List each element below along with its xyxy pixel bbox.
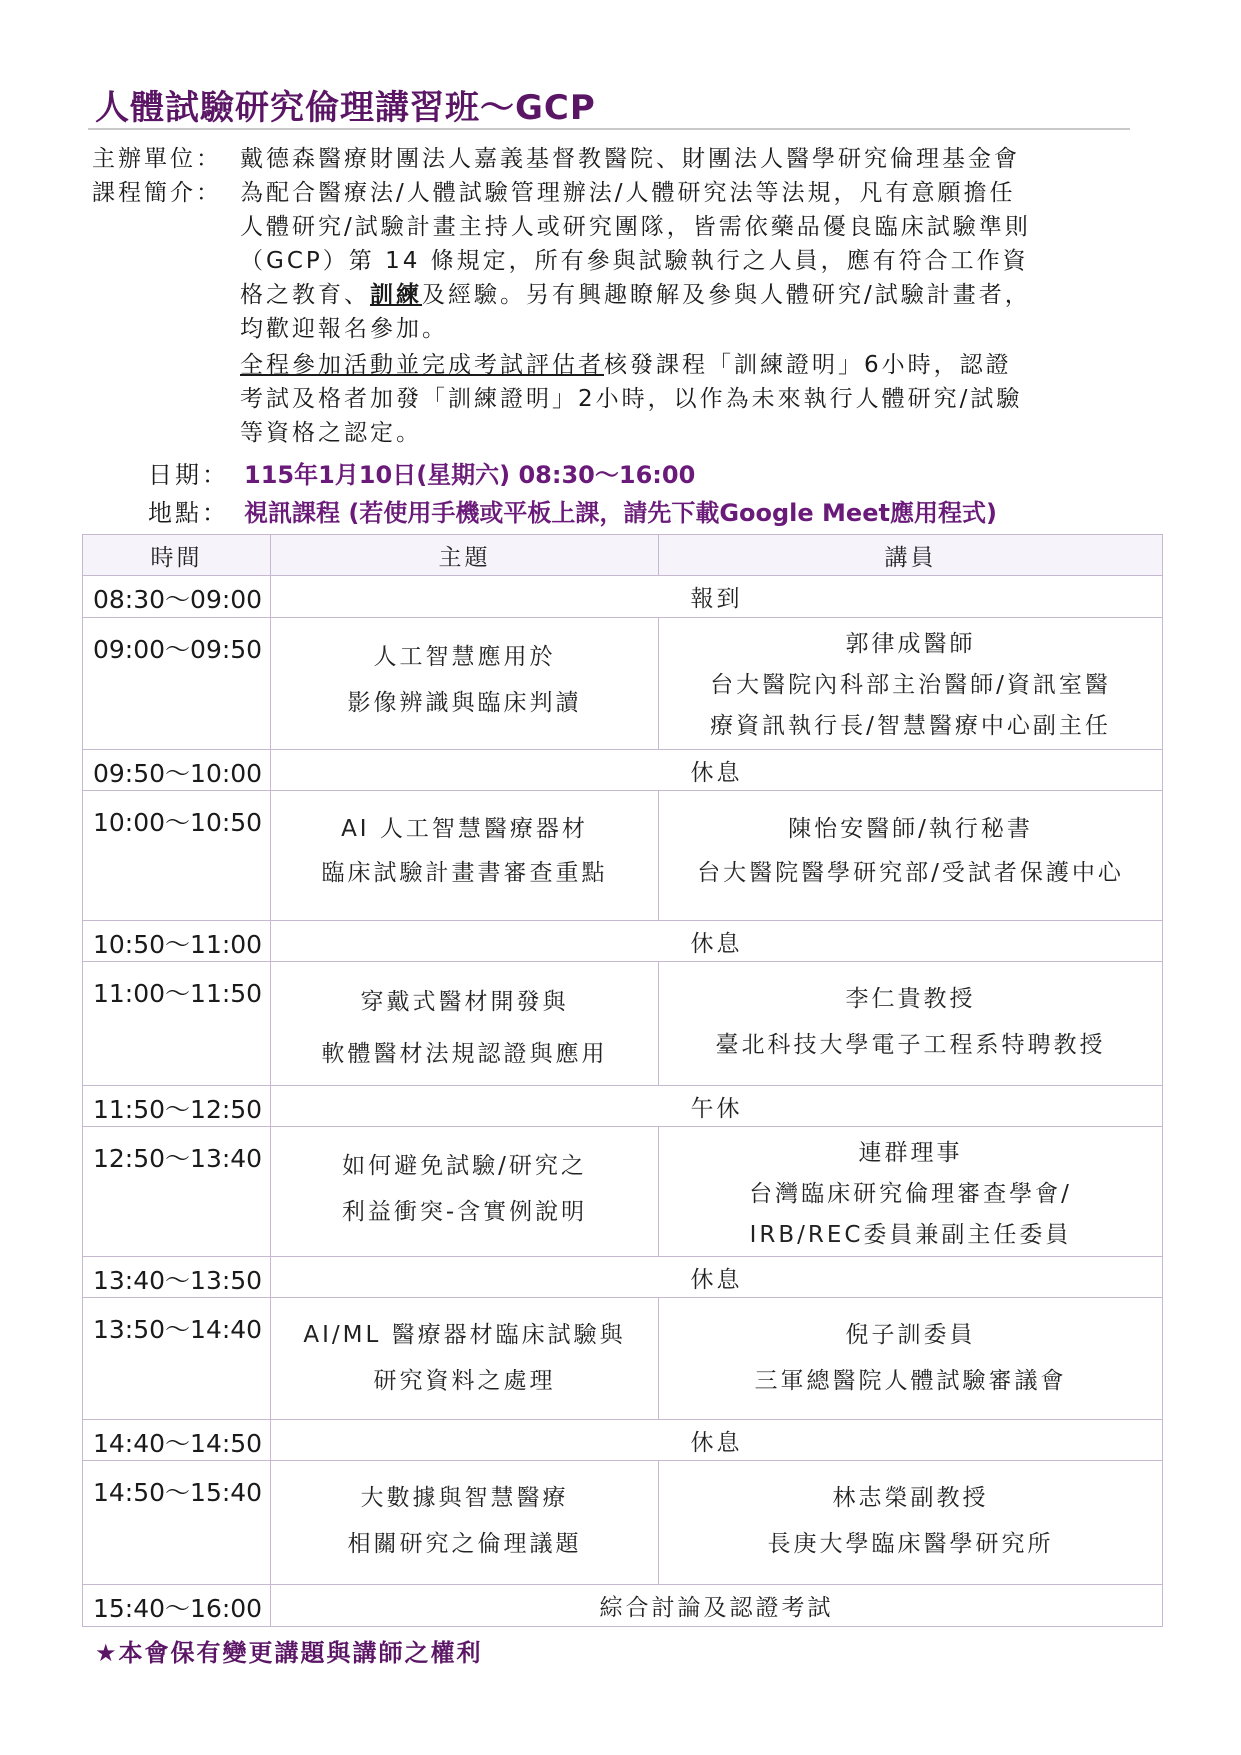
speaker-cell [659,1461,1163,1585]
merged-cell: 休息 [271,750,1163,791]
speaker-line: 林志榮副教授 [832,1485,989,1511]
speaker-cell [659,791,1163,921]
speaker-line: 台灣臨床研究倫理審查學會/ [749,1181,1072,1207]
intro-line [240,278,1120,312]
table-row [83,618,1163,750]
organizer-row [92,142,1142,176]
speaker-line: 三軍總醫院人體試驗審議會 [754,1368,1067,1394]
merged-cell: 綜合討論及認證考試 [271,1585,1163,1627]
topic-cell [271,618,659,750]
topic-cell [271,1298,659,1420]
speaker-line: 陳怡安醫師/執行秘書 [788,816,1033,842]
merged-cell: 午休 [271,1086,1163,1127]
intro-label: 課程簡介： [92,180,222,206]
table-row [83,750,1163,791]
topic-cell [271,1461,659,1585]
table-header-row [83,535,1163,576]
topic-cell [271,791,659,921]
table-row [83,1420,1163,1461]
time-cell: 14:50～15:40 [83,1461,271,1585]
date-value: 115年1月10日(星期六) 08:30～16:00 [244,461,696,489]
organizer-value: 戴德森醫療財團法人嘉義基督教醫院、財團法人醫學研究倫理基金會 [240,146,1020,172]
title-divider [88,128,1130,130]
table-row [83,921,1163,962]
header-speaker: 講員 [659,535,1163,576]
topic-cell [271,1127,659,1257]
speaker-cell [659,1298,1163,1420]
intro-line: 考試及格者加發「訓練證明」2小時，以作為未來執行人體研究/試驗 [240,386,1023,412]
topic-line: 穿戴式醫材開發與 [360,989,569,1015]
topic-line: 影像辨識與臨床判讀 [347,690,582,716]
time-cell: 15:40～16:00 [83,1585,271,1627]
intro-line: 等資格之認定。 [240,420,422,446]
intro-text: 及經驗。另有興趣瞭解及參與人體研究/試驗計畫者， [422,282,1031,308]
speaker-line: 郭律成醫師 [845,631,976,657]
intro-line: 均歡迎報名參加。 [240,316,448,342]
time-cell: 14:40～14:50 [83,1420,271,1461]
speaker-cell [659,962,1163,1086]
table-row [83,791,1163,921]
intro-line: 人體研究/試驗計畫主持人或研究團隊，皆需依藥品優良臨床試驗準則 [240,214,1031,240]
speaker-cell [659,1127,1163,1257]
speaker-line: 療資訊執行長/智慧醫療中心副主任 [710,713,1111,739]
topic-cell [271,962,659,1086]
speaker-cell [659,618,1163,750]
table-row [83,1585,1163,1627]
topic-line: 軟體醫材法規認證與應用 [321,1041,608,1067]
organizer-label: 主辦單位： [92,146,222,172]
table-row [83,1257,1163,1298]
speaker-line: IRB/REC委員兼副主任委員 [749,1222,1072,1248]
merged-cell: 休息 [271,921,1163,962]
time-cell: 11:00～11:50 [83,962,271,1086]
location-row [148,497,1148,529]
intro-row [92,176,1142,450]
topic-line: 利益衝突-含實例說明 [341,1199,588,1225]
topic-line: 臨床試驗計畫書審查重點 [321,860,608,886]
topic-line: AI 人工智慧醫療器材 [341,816,588,842]
intro-line [240,348,1120,382]
time-cell: 09:00～09:50 [83,618,271,750]
table-row [83,1298,1163,1420]
header-time: 時間 [83,535,271,576]
topic-line: 如何避免試驗/研究之 [342,1153,587,1179]
topic-line: AI/ML 醫療器材臨床試驗與 [303,1322,626,1348]
location-label: 地點： [148,499,229,527]
schedule-table [82,534,1163,1627]
speaker-line: 李仁貴教授 [845,986,976,1012]
merged-cell: 休息 [271,1257,1163,1298]
disclaimer-note: ★本會保有變更講題與講師之權利 [95,1639,483,1667]
time-cell: 11:50～12:50 [83,1086,271,1127]
topic-line: 人工智慧應用於 [373,644,556,670]
intro-text: 核發課程「訓練證明」6小時，認證 [604,352,1012,378]
table-row [83,1086,1163,1127]
time-cell: 10:00～10:50 [83,791,271,921]
time-cell: 13:50～14:40 [83,1298,271,1420]
table-row [83,1127,1163,1257]
table-row [83,1461,1163,1585]
time-cell: 12:50～13:40 [83,1127,271,1257]
intro-body [240,176,1120,450]
header-topic: 主題 [271,535,659,576]
intro-line: 為配合醫療法/人體試驗管理辦法/人體研究法等法規，凡有意願擔任 [240,180,1016,206]
table-row [83,962,1163,1086]
time-cell: 09:50～10:00 [83,750,271,791]
location-value: 視訊課程 (若使用手機或平板上課，請先下載Google Meet應用程式) [244,499,997,527]
date-label: 日期： [148,461,229,489]
speaker-line: 臺北科技大學電子工程系特聘教授 [715,1032,1106,1058]
time-cell: 10:50～11:00 [83,921,271,962]
speaker-line: 台大醫院內科部主治醫師/資訊室醫 [710,672,1111,698]
merged-cell: 休息 [271,1420,1163,1461]
table-row [83,576,1163,618]
merged-cell: 報到 [271,576,1163,618]
speaker-line: 連群理事 [858,1140,963,1166]
date-row [148,459,1148,491]
intro-line: （GCP）第 14 條規定，所有參與試驗執行之人員，應有符合工作資 [240,248,1029,274]
topic-line: 研究資料之處理 [373,1368,556,1394]
topic-line: 相關研究之倫理議題 [347,1531,582,1557]
time-cell: 13:40～13:50 [83,1257,271,1298]
page-title: 人體試驗研究倫理講習班～GCP [95,88,596,128]
intro-underlined: 全程參加活動並完成考試評估者 [240,352,604,378]
topic-line: 大數據與智慧醫療 [360,1485,569,1511]
time-cell: 08:30～09:00 [83,576,271,618]
speaker-line: 長庚大學臨床醫學研究所 [767,1531,1054,1557]
speaker-line: 倪子訓委員 [845,1322,976,1348]
intro-text: 格之教育、 [240,282,370,308]
intro-emphasis: 訓練 [370,282,422,308]
speaker-line: 台大醫院醫學研究部/受試者保護中心 [697,860,1124,886]
